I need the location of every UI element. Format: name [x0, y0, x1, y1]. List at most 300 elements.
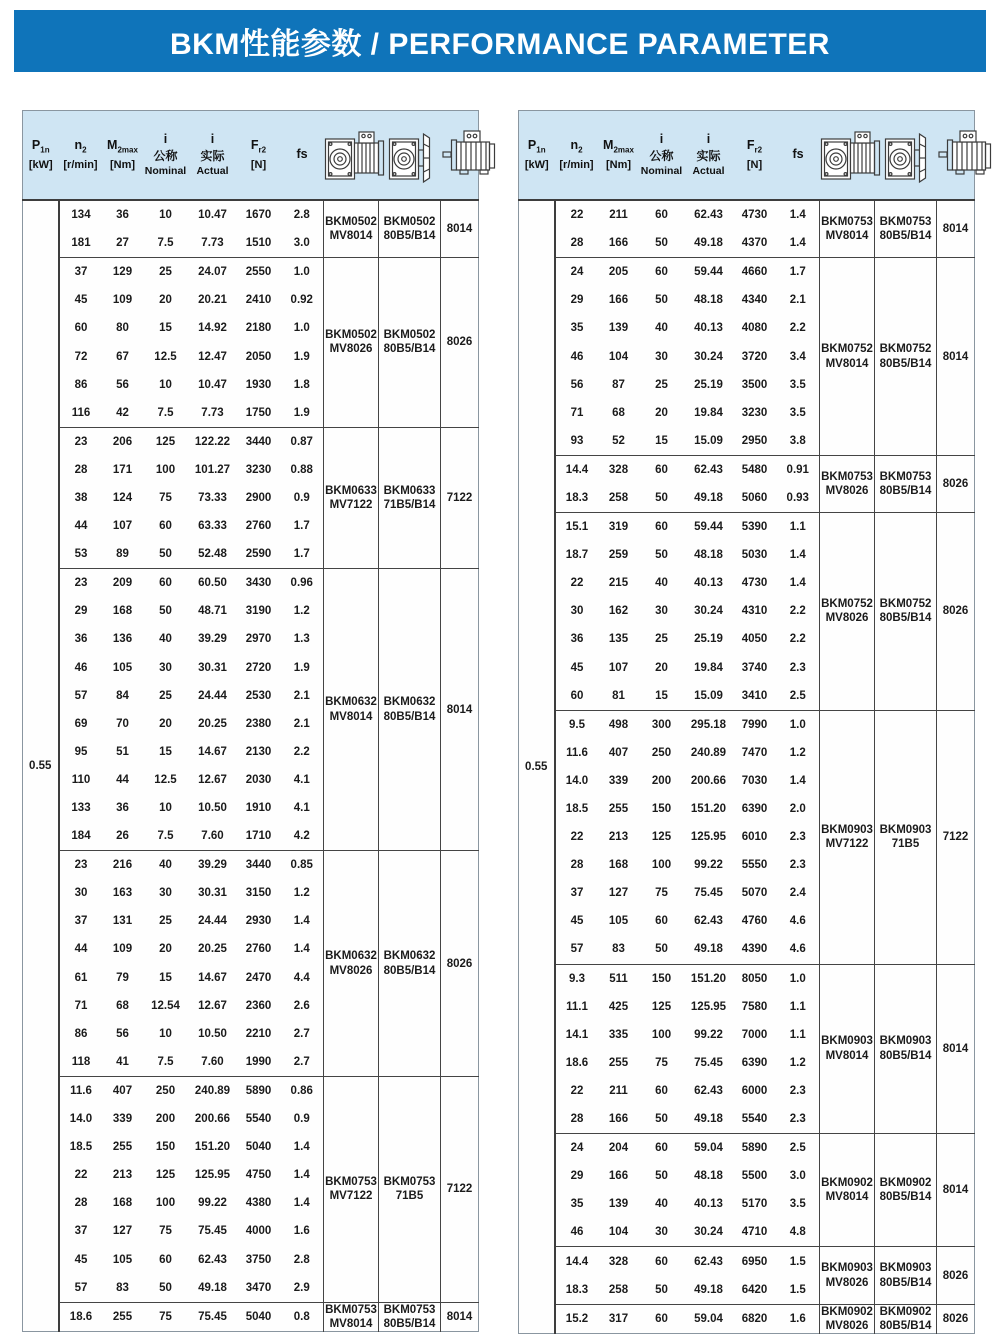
col-header-n2: [555, 111, 599, 201]
table-row: [23, 427, 479, 456]
cell-fs: 3.8: [777, 427, 820, 456]
cell-i-actual: 10.50: [189, 1020, 237, 1048]
cell-i-actual: 14.67: [189, 964, 237, 992]
cell-m2max: 139: [599, 314, 639, 342]
model-gearbox-cell: BKM0753 80B5/B14: [875, 200, 937, 258]
cell-i-actual: 10.47: [189, 200, 237, 229]
col-header-p-label: $P_{1n}$ [kW]: [524, 138, 549, 171]
cell-i-nominal: 60: [143, 1245, 189, 1273]
cell-m2max: 319: [599, 513, 639, 542]
p-value-cell: 0.55: [23, 200, 59, 1332]
cell-fr2: 8050: [733, 964, 777, 993]
cell-fr2: 6000: [733, 1077, 777, 1105]
cell-i-nominal: 40: [639, 1190, 685, 1218]
cell-fr2: 2720: [237, 654, 281, 682]
cell-i-nominal: 30: [143, 654, 189, 682]
col-header-fs: [281, 111, 324, 201]
performance-table-left: [22, 110, 479, 1332]
model-gearbox-cell: BKM0902 80B5/B14: [875, 1134, 937, 1247]
cell-n2: 23: [59, 569, 103, 598]
cell-m2max: 104: [599, 342, 639, 370]
model-gearmotor-cell: BKM0502 MV8014: [324, 200, 379, 258]
cell-m2max: 166: [599, 286, 639, 314]
cell-i-nominal: 150: [143, 1133, 189, 1161]
cell-n2: 45: [555, 654, 599, 682]
cell-fs: 4.8: [777, 1218, 820, 1247]
cell-m2max: 339: [103, 1105, 143, 1133]
cell-fr2: 6390: [733, 1049, 777, 1077]
cell-n2: 30: [59, 879, 103, 907]
cell-i-nominal: 7.5: [143, 822, 189, 851]
cell-fs: 2.0: [777, 795, 820, 823]
cell-i-actual: 62.43: [685, 1077, 733, 1105]
cell-n2: 44: [59, 935, 103, 963]
cell-m2max: 87: [599, 371, 639, 399]
cell-i-nominal: 125: [639, 993, 685, 1021]
cell-m2max: 511: [599, 964, 639, 993]
cell-fs: 2.2: [281, 738, 324, 766]
cell-i-actual: 49.18: [685, 1105, 733, 1134]
cell-i-nominal: 40: [143, 851, 189, 880]
cell-n2: 14.4: [555, 1247, 599, 1276]
cell-m2max: 209: [103, 569, 143, 598]
col-header-i-nominal: [639, 111, 685, 201]
cell-n2: 71: [59, 992, 103, 1020]
cell-n2: 46: [59, 654, 103, 682]
cell-i-actual: 62.43: [189, 1245, 237, 1273]
cell-i-nominal: 12.54: [143, 992, 189, 1020]
cell-i-actual: 15.09: [685, 682, 733, 711]
motor-frame-cell: 8026: [937, 1247, 975, 1304]
cell-i-actual: 240.89: [685, 739, 733, 767]
cell-fs: 2.5: [777, 1134, 820, 1163]
cell-fr2: 2030: [237, 766, 281, 794]
cell-i-nominal: 60: [639, 455, 685, 484]
cell-fs: 1.5: [777, 1276, 820, 1305]
cell-fr2: 5030: [733, 541, 777, 569]
cell-fs: 0.96: [281, 569, 324, 598]
cell-m2max: 255: [599, 1049, 639, 1077]
cell-i-nominal: 40: [639, 314, 685, 342]
cell-fs: 1.2: [281, 597, 324, 625]
table-row: [23, 258, 479, 287]
cell-i-nominal: 60: [639, 513, 685, 542]
cell-n2: 22: [555, 569, 599, 597]
motor-frame-cell: 7122: [441, 1076, 479, 1302]
cell-n2: 11.6: [555, 739, 599, 767]
cell-n2: 14.0: [59, 1105, 103, 1133]
cell-i-actual: 30.24: [685, 342, 733, 370]
motor-frame-cell: 8014: [937, 964, 975, 1134]
cell-fr2: 1710: [237, 822, 281, 851]
col-header-models: [820, 111, 975, 201]
cell-i-nominal: 50: [143, 1274, 189, 1303]
cell-fr2: 3230: [733, 399, 777, 427]
cell-m2max: 56: [103, 371, 143, 399]
cell-fs: 4.2: [281, 822, 324, 851]
cell-fs: 0.8: [281, 1302, 324, 1332]
col-header-fr2-label: $F_{r2}$ [N]: [250, 138, 267, 171]
cell-fs: 2.3: [777, 1077, 820, 1105]
cell-i-nominal: 12.5: [143, 766, 189, 794]
cell-i-actual: 60.50: [189, 569, 237, 598]
cell-i-nominal: 50: [639, 229, 685, 258]
col-header-i-nominal: [143, 111, 189, 201]
model-gearmotor-cell: BKM0752 MV8014: [820, 258, 875, 456]
cell-i-actual: 39.29: [189, 851, 237, 880]
cell-n2: 133: [59, 794, 103, 822]
cell-i-nominal: 25: [639, 625, 685, 653]
cell-fr2: 2410: [237, 286, 281, 314]
cell-m2max: 27: [103, 229, 143, 258]
cell-m2max: 162: [599, 597, 639, 625]
cell-fs: 1.0: [777, 964, 820, 993]
cell-n2: 30: [555, 597, 599, 625]
cell-i-nominal: 60: [639, 1247, 685, 1276]
cell-fs: 4.4: [281, 964, 324, 992]
cell-fr2: 2380: [237, 710, 281, 738]
cell-i-actual: 7.73: [189, 399, 237, 428]
col-header-p: [23, 111, 59, 201]
cell-fr2: 3410: [733, 682, 777, 711]
model-gearbox-cell: BKM0753 71B5: [379, 1076, 441, 1302]
cell-i-actual: 15.09: [685, 427, 733, 456]
cell-fr2: 4730: [733, 200, 777, 229]
cell-i-nominal: 50: [639, 1162, 685, 1190]
cell-i-nominal: 50: [143, 540, 189, 569]
cell-fs: 3.4: [777, 342, 820, 370]
cell-i-nominal: 20: [143, 710, 189, 738]
cell-i-nominal: 50: [143, 597, 189, 625]
cell-m2max: 328: [599, 455, 639, 484]
cell-m2max: 107: [103, 512, 143, 540]
cell-fr2: 6420: [733, 1276, 777, 1305]
worm-gearbox-flange-icon: [882, 126, 936, 184]
cell-fr2: 7000: [733, 1021, 777, 1049]
cell-i-nominal: 15: [143, 738, 189, 766]
cell-i-actual: 7.73: [189, 229, 237, 258]
motor-frame-cell: 8014: [441, 1302, 479, 1332]
cell-i-actual: 49.18: [685, 229, 733, 258]
cell-m2max: 498: [599, 710, 639, 739]
cell-i-nominal: 125: [143, 1161, 189, 1189]
cell-n2: 46: [555, 1218, 599, 1247]
cell-i-actual: 30.31: [189, 654, 237, 682]
cell-n2: 22: [555, 823, 599, 851]
cell-i-nominal: 60: [639, 907, 685, 935]
cell-i-nominal: 10: [143, 1020, 189, 1048]
cell-i-actual: 40.13: [685, 569, 733, 597]
cell-fr2: 2760: [237, 935, 281, 963]
cell-fr2: 3720: [733, 342, 777, 370]
cell-i-actual: 59.04: [685, 1134, 733, 1163]
cell-fs: 0.87: [281, 427, 324, 456]
cell-m2max: 211: [599, 200, 639, 229]
cell-fr2: 1930: [237, 371, 281, 399]
cell-fs: 2.3: [777, 851, 820, 879]
cell-i-nominal: 60: [143, 512, 189, 540]
cell-i-actual: 62.43: [685, 907, 733, 935]
cell-i-nominal: 50: [639, 935, 685, 964]
table-row: [519, 258, 975, 287]
cell-m2max: 171: [103, 456, 143, 484]
cell-fr2: 1990: [237, 1048, 281, 1077]
cell-i-actual: 101.27: [189, 456, 237, 484]
col-header-i-actual: [189, 111, 237, 201]
cell-fs: 3.5: [777, 371, 820, 399]
cell-m2max: 109: [103, 286, 143, 314]
cell-fr2: 5060: [733, 484, 777, 513]
cell-fr2: 4750: [237, 1161, 281, 1189]
cell-i-nominal: 60: [639, 200, 685, 229]
cell-i-actual: 49.18: [685, 935, 733, 964]
cell-fr2: 4760: [733, 907, 777, 935]
cell-i-actual: 48.18: [685, 541, 733, 569]
cell-fs: 1.1: [777, 513, 820, 542]
cell-n2: 24: [555, 1134, 599, 1163]
model-gearbox-cell: BKM0753 80B5/B14: [379, 1302, 441, 1332]
model-gearmotor-cell: BKM0633 MV7122: [324, 427, 379, 568]
cell-n2: 28: [555, 851, 599, 879]
cell-m2max: 41: [103, 1048, 143, 1077]
cell-fr2: 2590: [237, 540, 281, 569]
cell-m2max: 68: [103, 992, 143, 1020]
cell-i-nominal: 30: [639, 342, 685, 370]
cell-fr2: 5550: [733, 851, 777, 879]
cell-fs: 1.4: [777, 541, 820, 569]
cell-fr2: 5040: [237, 1302, 281, 1332]
col-header-n2: [59, 111, 103, 201]
cell-n2: 57: [59, 1274, 103, 1303]
cell-i-actual: 7.60: [189, 822, 237, 851]
cell-fr2: 4080: [733, 314, 777, 342]
cell-fs: 2.8: [281, 200, 324, 229]
cell-i-actual: 62.43: [685, 1247, 733, 1276]
cell-fs: 1.4: [281, 1133, 324, 1161]
motor-frame-cell: 8026: [937, 1304, 975, 1334]
cell-m2max: 105: [103, 1245, 143, 1273]
cell-i-nominal: 150: [639, 964, 685, 993]
cell-n2: 18.5: [59, 1133, 103, 1161]
cell-fs: 1.0: [281, 258, 324, 287]
motor-frame-cell: 7122: [441, 427, 479, 568]
motor-frame-cell: 8014: [937, 258, 975, 456]
cell-i-nominal: 30: [639, 1218, 685, 1247]
cell-n2: 18.3: [555, 484, 599, 513]
cell-fs: 3.5: [777, 399, 820, 427]
cell-n2: 18.6: [59, 1302, 103, 1332]
cell-n2: 71: [555, 399, 599, 427]
cell-n2: 61: [59, 964, 103, 992]
cell-i-actual: 10.47: [189, 371, 237, 399]
cell-i-actual: 48.71: [189, 597, 237, 625]
worm-gearbox-flange-icon: [386, 126, 440, 184]
cell-m2max: 204: [599, 1134, 639, 1163]
cell-i-nominal: 60: [639, 1304, 685, 1334]
model-gearbox-cell: BKM0502 80B5/B14: [379, 200, 441, 258]
cell-i-nominal: 50: [639, 1276, 685, 1305]
cell-i-actual: 20.25: [189, 710, 237, 738]
cell-n2: 37: [59, 907, 103, 935]
col-header-n2-label: $n_2$ [r/min]: [63, 138, 98, 171]
cell-i-nominal: 10: [143, 371, 189, 399]
cell-m2max: 328: [599, 1247, 639, 1276]
cell-fs: 1.3: [281, 625, 324, 653]
cell-m2max: 407: [103, 1076, 143, 1105]
cell-fr2: 2970: [237, 625, 281, 653]
cell-m2max: 211: [599, 1077, 639, 1105]
cell-n2: 86: [59, 371, 103, 399]
table-row: [23, 200, 479, 229]
cell-n2: 57: [555, 935, 599, 964]
cell-n2: 14.0: [555, 767, 599, 795]
cell-i-nominal: 25: [143, 907, 189, 935]
cell-fs: 1.6: [777, 1304, 820, 1334]
cell-n2: 37: [555, 879, 599, 907]
cell-fr2: 3230: [237, 456, 281, 484]
cell-fr2: 4730: [733, 569, 777, 597]
cell-i-actual: 49.18: [685, 1276, 733, 1305]
cell-i-nominal: 30: [143, 879, 189, 907]
cell-i-nominal: 10: [143, 200, 189, 229]
cell-i-nominal: 300: [639, 710, 685, 739]
cell-n2: 28: [59, 1189, 103, 1217]
cell-i-nominal: 75: [639, 879, 685, 907]
cell-fr2: 2530: [237, 682, 281, 710]
table-row: [519, 1247, 975, 1276]
cell-i-nominal: 30: [639, 597, 685, 625]
model-gearmotor-cell: BKM0753 MV8014: [820, 200, 875, 258]
cell-fr2: 4380: [237, 1189, 281, 1217]
worm-gearmotor-icon: [324, 126, 386, 184]
cell-i-actual: 240.89: [189, 1076, 237, 1105]
table-row: [519, 200, 975, 229]
cell-i-actual: 122.22: [189, 427, 237, 456]
cell-i-actual: 75.45: [685, 1049, 733, 1077]
cell-i-nominal: 250: [143, 1076, 189, 1105]
cell-fs: 2.5: [777, 682, 820, 711]
cell-i-nominal: 10: [143, 794, 189, 822]
col-header-p: [519, 111, 555, 201]
cell-fr2: 3470: [237, 1274, 281, 1303]
table-row: [519, 1134, 975, 1163]
cell-i-nominal: 50: [639, 541, 685, 569]
motor-frame-cell: 7122: [937, 710, 975, 964]
cell-fr2: 5540: [733, 1105, 777, 1134]
cell-i-nominal: 25: [143, 682, 189, 710]
cell-fs: 1.4: [281, 907, 324, 935]
cell-i-actual: 20.21: [189, 286, 237, 314]
col-header-i-actual-label: i 实际 Actual: [692, 131, 725, 177]
cell-m2max: 105: [599, 907, 639, 935]
cell-m2max: 70: [103, 710, 143, 738]
cell-fs: 3.5: [777, 1190, 820, 1218]
cell-fs: 2.7: [281, 1048, 324, 1077]
cell-i-nominal: 250: [639, 739, 685, 767]
cell-i-nominal: 40: [639, 569, 685, 597]
cell-fs: 1.4: [281, 935, 324, 963]
col-header-m2max-label: $M_{2max}$ [Nm]: [107, 138, 138, 171]
cell-m2max: 166: [599, 229, 639, 258]
cell-i-actual: 40.13: [685, 314, 733, 342]
p-value-cell: 0.55: [519, 200, 555, 1334]
col-header-m2max: [103, 111, 143, 201]
cell-i-actual: 14.67: [189, 738, 237, 766]
cell-fs: 2.3: [777, 654, 820, 682]
cell-m2max: 79: [103, 964, 143, 992]
cell-fs: 1.2: [777, 1049, 820, 1077]
cell-fr2: 2050: [237, 342, 281, 370]
model-gearbox-cell: BKM0902 80B5/B14: [875, 1304, 937, 1334]
cell-n2: 35: [555, 314, 599, 342]
cell-fr2: 2900: [237, 484, 281, 512]
cell-i-nominal: 20: [639, 654, 685, 682]
cell-n2: 181: [59, 229, 103, 258]
cell-i-nominal: 50: [639, 1105, 685, 1134]
cell-fs: 2.8: [281, 1245, 324, 1273]
cell-m2max: 127: [599, 879, 639, 907]
cell-i-actual: 14.92: [189, 314, 237, 342]
cell-fs: 2.2: [777, 597, 820, 625]
model-gearbox-cell: BKM0752 80B5/B14: [875, 513, 937, 711]
motor-frame-cell: 8014: [937, 200, 975, 258]
cell-m2max: 129: [103, 258, 143, 287]
cell-i-actual: 24.44: [189, 682, 237, 710]
col-header-m2max: [599, 111, 639, 201]
cell-i-nominal: 20: [639, 399, 685, 427]
cell-n2: 86: [59, 1020, 103, 1048]
table-row: [519, 1304, 975, 1334]
cell-n2: 29: [555, 286, 599, 314]
cell-fs: 2.1: [281, 682, 324, 710]
col-header-fr2: [237, 111, 281, 201]
cell-i-nominal: 60: [639, 1134, 685, 1163]
cell-fr2: 1750: [237, 399, 281, 428]
cell-fr2: 5070: [733, 879, 777, 907]
cell-m2max: 213: [599, 823, 639, 851]
model-gearmotor-cell: BKM0632 MV8026: [324, 851, 379, 1077]
cell-fs: 1.1: [777, 993, 820, 1021]
model-gearbox-cell: BKM0903 80B5/B14: [875, 1247, 937, 1304]
cell-i-actual: 25.19: [685, 625, 733, 653]
cell-m2max: 213: [103, 1161, 143, 1189]
cell-i-actual: 52.48: [189, 540, 237, 569]
cell-i-nominal: 50: [639, 286, 685, 314]
cell-n2: 14.1: [555, 1021, 599, 1049]
model-gearmotor-cell: BKM0903 MV7122: [820, 710, 875, 964]
cell-i-nominal: 7.5: [143, 229, 189, 258]
cell-i-actual: 30.24: [685, 597, 733, 625]
cell-m2max: 124: [103, 484, 143, 512]
col-header-i-actual-label: i 实际 Actual: [196, 131, 229, 177]
cell-i-actual: 62.43: [685, 200, 733, 229]
cell-i-actual: 24.44: [189, 907, 237, 935]
cell-fr2: 2210: [237, 1020, 281, 1048]
cell-i-actual: 75.45: [189, 1217, 237, 1245]
cell-i-actual: 151.20: [685, 795, 733, 823]
motor-icon: [936, 128, 994, 182]
cell-i-actual: 295.18: [685, 710, 733, 739]
col-header-fs-label: fs: [296, 147, 308, 162]
cell-fr2: 6820: [733, 1304, 777, 1334]
cell-fs: 1.7: [281, 512, 324, 540]
cell-i-actual: 40.13: [685, 1190, 733, 1218]
cell-n2: 44: [59, 512, 103, 540]
cell-fr2: 7030: [733, 767, 777, 795]
cell-i-actual: 125.95: [685, 823, 733, 851]
cell-i-actual: 75.45: [189, 1302, 237, 1332]
cell-fs: 1.6: [281, 1217, 324, 1245]
